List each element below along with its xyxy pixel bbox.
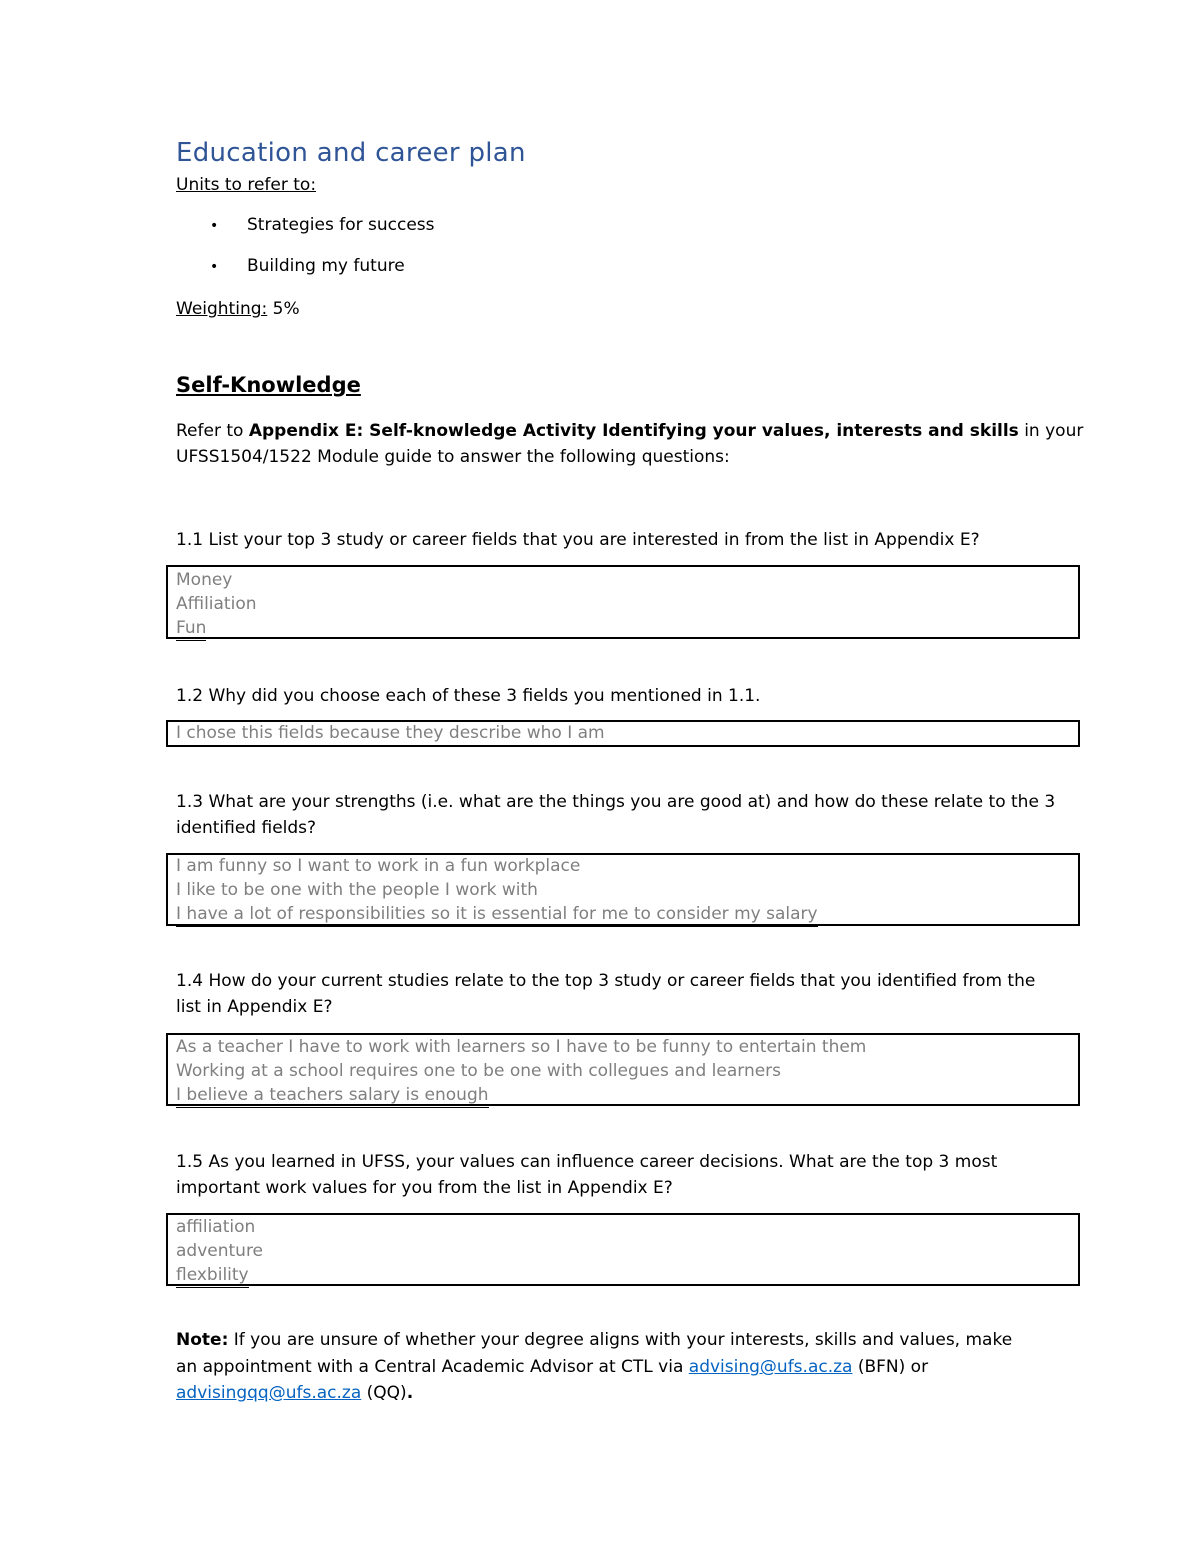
answer-box-1-1[interactable]	[166, 565, 1080, 639]
email-link-qq[interactable]: advisingqq@ufs.ac.za	[176, 1383, 362, 1403]
document-title: Education and career plan	[176, 138, 526, 168]
section-title: Self-Knowledge	[176, 373, 361, 397]
question-1-3: 1.3 What are your strengths (i.e. what are the things you are good at) and how do these relate to the 3 identified fields?	[176, 792, 1056, 838]
note-line-1: Note: If you are unsure of whether your degree aligns with your interests, skills and values, make	[176, 1330, 1013, 1350]
unit-item: Building my future	[247, 256, 405, 276]
units-label: Units to refer to:	[176, 175, 317, 195]
note-line-3: advisingqq@ufs.ac.za (QQ).	[176, 1383, 414, 1403]
weighting	[176, 299, 300, 319]
answer-text-1-3: I am funny so I want to work in a fun workplace I like to be one with the people I work with I have a lot of responsibilities so it is essential for me to consider my salary	[176, 854, 818, 927]
answer-box-1-5[interactable]	[166, 1213, 1080, 1286]
intro-line-1: Refer to Appendix E: Self-knowledge Activity Identifying your values, interests and skills in your	[176, 421, 1084, 441]
bullet-icon: •	[210, 218, 219, 234]
intro-line-2: UFSS1504/1522 Module guide to answer the following questions:	[176, 447, 730, 467]
answer-text-1-1: Money Affiliation Fun	[176, 568, 257, 641]
question-1-4: 1.4 How do your current studies relate to the top 3 study or career fields that you identified from the list in Appendix E?	[176, 971, 1036, 1017]
bullet-icon: •	[210, 259, 219, 275]
question-1-5: 1.5 As you learned in UFSS, your values can influence career decisions. What are the top 3 most important work values for you from the list in Appendix E?	[176, 1152, 998, 1198]
answer-text-1-2: I chose this fields because they describe who I am	[176, 721, 605, 746]
note-line-2: an appointment with a Central Academic Advisor at CTL via advising@ufs.ac.za (BFN) or	[176, 1357, 929, 1377]
unit-item: Strategies for success	[247, 215, 435, 235]
question-1-1: 1.1 List your top 3 study or career fields that you are interested in from the list in Appendix E?	[176, 530, 980, 550]
weighting-label: Weighting:	[176, 299, 268, 319]
note-label: Note:	[176, 1330, 229, 1350]
weighting-value: 5%	[267, 299, 300, 319]
question-1-2: 1.2 Why did you choose each of these 3 fields you mentioned in 1.1.	[176, 686, 761, 706]
email-link-bfn[interactable]: advising@ufs.ac.za	[688, 1357, 853, 1377]
answer-text-1-5: affiliation adventure flexbility	[176, 1215, 263, 1288]
answer-text-1-4: As a teacher I have to work with learners so I have to be funny to entertain them Working at a school requires one to be one with collegues and learners I believe a teachers salary is enough	[176, 1035, 866, 1108]
